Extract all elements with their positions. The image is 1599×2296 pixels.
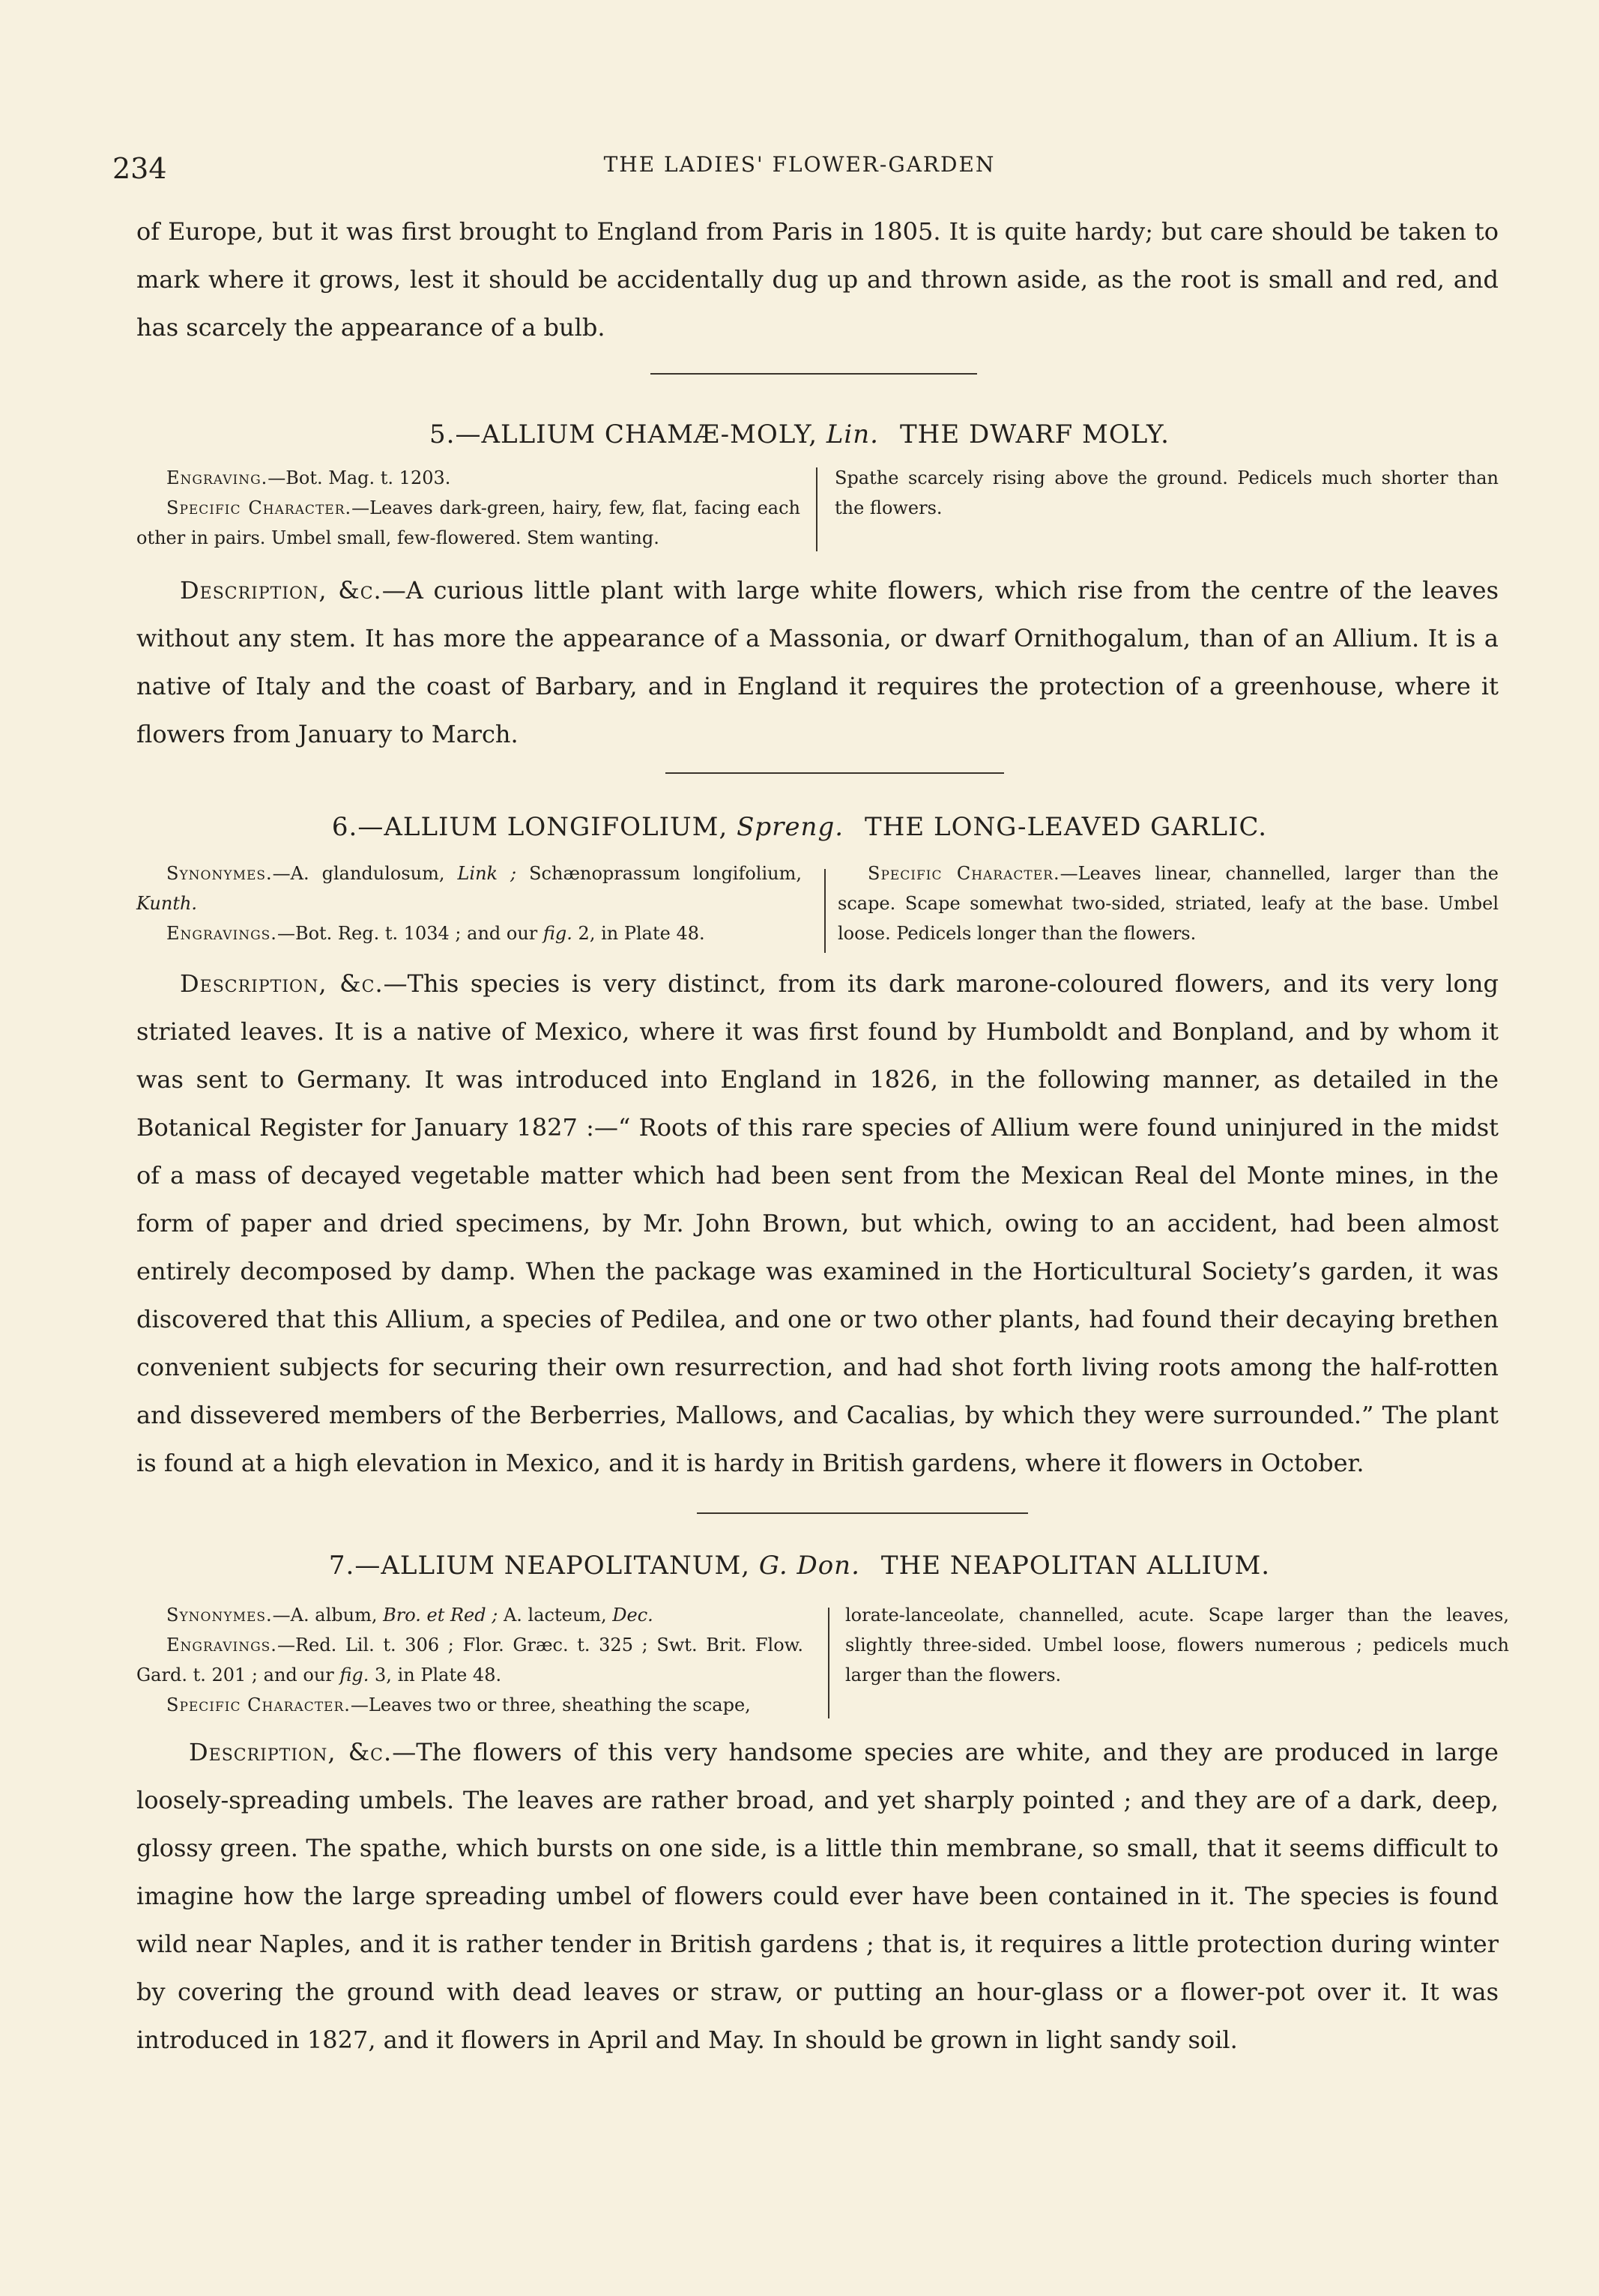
- species-common-name: THE DWARF MOLY.: [900, 419, 1170, 449]
- engravings-text: 3, in Plate 48.: [369, 1665, 502, 1685]
- synonymes-text: —A. glandulosum,: [272, 863, 458, 884]
- species-authority: Lin.: [826, 419, 879, 449]
- specific-character-continued: lorate-lanceolate, channelled, acute. Scape larger than the leaves, slightly three-sided. Umbel loose, flowers numerous ; pedicels much larger than the flowers.: [845, 1605, 1509, 1685]
- synonymes-text: Schænoprassum longifolium,: [516, 863, 802, 884]
- synonymes-label: Synonymes.: [166, 1605, 273, 1626]
- species-name: —ALLIUM NEAPOLITANUM,: [354, 1551, 751, 1581]
- species-5-description: [136, 566, 1499, 758]
- species-authority: Spreng.: [737, 812, 844, 842]
- synonymes-text: A. lacteum,: [498, 1605, 613, 1626]
- synonymes-text: —A. album,: [272, 1605, 384, 1626]
- description-text: —A curious little plant with large white flowers, which rise from the centre of the leaves without any stem. It has more the appearance of a Massonia, or dwarf Ornithogalum, than of an Allium. It is a native of Italy and the coast of Barbary, and in England it requires the protection of a greenhouse, where it flowers from January to March.: [136, 576, 1499, 748]
- species-7-right-column: [845, 1600, 1509, 1690]
- engravings-text: —Bot. Reg. t. 1034 ; and our: [276, 923, 543, 944]
- figure-ref: fig.: [339, 1665, 369, 1685]
- synonyme-authority: Link ;: [457, 863, 517, 884]
- description-label: Description, &c.: [180, 576, 382, 605]
- description-text: —This species is very distinct, from its dark marone-coloured flowers, and its very long striated leaves. It is a native of Mexico, where it was first found by Humboldt and Bonpland, and by whom it was sent to Germany. It was introduced into England in 1826, in the following manner, as detailed in the Botanical Register for January 1827 :—“ Roots of this rare species of Allium were found uninjured in the midst of a mass of decayed vegetable matter which had been sent from the Mexican Real del Monte mines, in the form of paper and dried specimens, by Mr. John Brown, but which, owing to an accident, had been almost entirely decomposed by damp. When the package was examined in the Horticultural Society’s garden, it was discovered that this Allium, a species of Pedilea, and one or two other plants, had found their decaying brethen convenient subjects for securing their own resurrection, and had shot forth living roots among the half-rotten and dissevered members of the Berberries, Mallows, and Cacalias, by which they were surrounded.” The plant is found at a high elevation in Mexico, and it is hardy in British gardens, where it flowers in October.: [136, 969, 1499, 1477]
- description-label: Description, &c.: [180, 969, 384, 998]
- species-number: 5.: [429, 419, 456, 449]
- engraving-text: —Bot. Mag. t. 1203.: [267, 467, 451, 488]
- species-heading-6: [0, 811, 1599, 843]
- description-label: Description, &c.: [189, 1738, 393, 1766]
- species-name: —ALLIUM CHAMÆ-MOLY,: [455, 419, 818, 449]
- intro-paragraph: of Europe, but it was first brought to England from Paris in 1805. It is quite hardy; but care should be taken to mark where it grows, lest it should be accidentally dug up and thrown aside, as the root is small and red, and has scarcely the appearance of a bulb.: [136, 217, 1499, 342]
- column-divider: [816, 467, 817, 551]
- species-7-left-column: [136, 1600, 803, 1720]
- species-6-description: [136, 960, 1499, 1487]
- species-common-name: THE NEAPOLITAN ALLIUM.: [880, 1551, 1271, 1581]
- species-heading-7: [0, 1549, 1599, 1582]
- specific-character-label: Specific Character.: [166, 1694, 351, 1715]
- section-divider: [650, 373, 977, 375]
- species-number: 6.: [331, 812, 358, 842]
- species-6-left-column: [136, 858, 802, 948]
- species-5-right-column: [835, 463, 1499, 523]
- species-common-name: THE LONG-LEAVED GARLIC.: [865, 812, 1268, 842]
- species-7-description: [136, 1728, 1499, 2064]
- engraving-label: Engraving.: [166, 467, 268, 488]
- species-authority: G. Don.: [758, 1551, 860, 1581]
- specific-character-text: —Leaves linear, channelled, larger than the scape. Scape somewhat two-sided, striated, leafy at the base. Umbel loose. Pedicels longer than the flowers.: [838, 863, 1499, 944]
- description-text: —The flowers of this very handsome species are white, and they are produced in large loosely-spreading umbels. The leaves are rather broad, and yet sharply pointed ; and they are of a dark, deep, glossy green. The spathe, which bursts on one side, is a little thin membrane, so small, that it seems difficult to imagine how the large spreading umbel of flowers could ever have been contained in it. The species is found wild near Naples, and it is rather tender in British gardens ; that is, it requires a little protection during winter by covering the ground with dead leaves or straw, or putting an hour-glass or a flower-pot over it. It was introduced in 1827, and it flowers in April and May. In should be grown in light sandy soil.: [136, 1738, 1499, 2054]
- running-head: THE LADIES' FLOWER-GARDEN: [603, 152, 996, 177]
- figure-ref: fig.: [542, 923, 572, 944]
- synonyme-authority: Kunth.: [136, 893, 198, 914]
- column-divider: [828, 1608, 829, 1718]
- species-heading-5: [0, 418, 1599, 451]
- species-name: —ALLIUM LONGIFOLIUM,: [357, 812, 728, 842]
- species-6-right-column: [838, 858, 1499, 948]
- engravings-text: 2, in Plate 48.: [572, 923, 705, 944]
- section-divider: [665, 772, 1004, 774]
- column-divider: [824, 869, 826, 953]
- synonymes-label: Synonymes.: [166, 863, 273, 884]
- specific-character-text: —Leaves dark-green, hairy, few, flat, facing each other in pairs. Umbel small, few-flowered. Stem wanting.: [136, 497, 800, 548]
- specific-character-label: Specific Character.: [166, 497, 352, 518]
- section-divider: [697, 1512, 1028, 1514]
- species-number: 7.: [328, 1551, 355, 1581]
- engravings-text: —Red. Lil. t. 306 ; Flor. Græc. t. 325 ; Swt. Brit. Flow. Gard. t. 201 ; and our: [136, 1635, 803, 1685]
- engravings-label: Engravings.: [166, 923, 277, 944]
- synonyme-authority: Dec.: [612, 1605, 653, 1626]
- engravings-label: Engravings.: [166, 1635, 277, 1656]
- specific-character-label: Specific Character.: [868, 863, 1060, 884]
- species-5-left-column: [136, 463, 800, 553]
- page-number: 234: [112, 152, 167, 185]
- synonyme-authority: Bro. et Red ;: [383, 1605, 498, 1626]
- specific-character-text: —Leaves two or three, sheathing the scape,: [350, 1694, 751, 1715]
- specific-character-continued: Spathe scarcely rising above the ground. Pedicels much shorter than the flowers.: [835, 467, 1499, 518]
